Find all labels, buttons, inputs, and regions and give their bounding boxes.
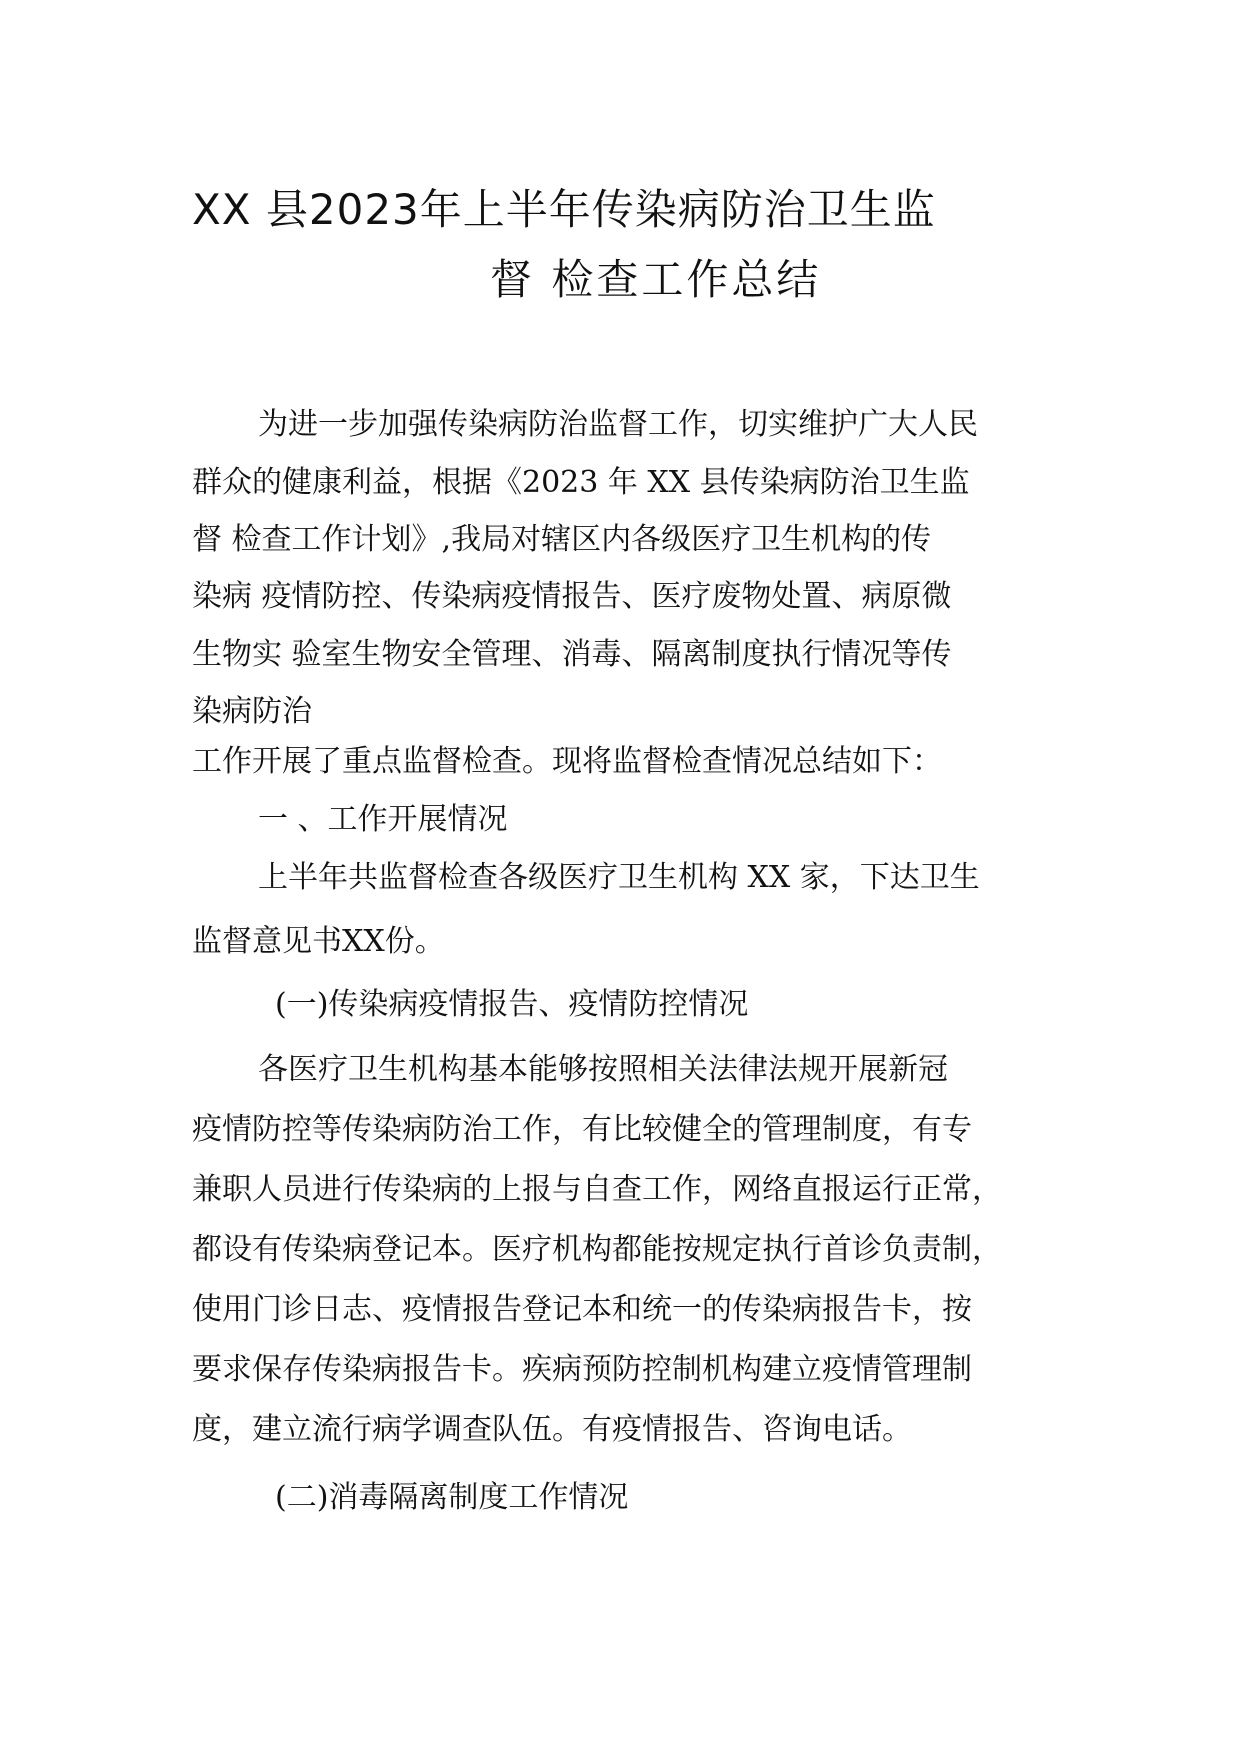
subsection-1-heading: (一)传染病疫情报告、疫情防控情况 [275, 987, 749, 1022]
intro-paragraph-line-6: 染病防治 [192, 694, 312, 729]
intro-paragraph-line-1: 为进一步加强传染病防治监督工作，切实维护广大人民 [258, 407, 978, 442]
subsection-1-line-1: 各医疗卫生机构基本能够按照相关法律法规开展新冠 [258, 1052, 948, 1087]
section-1-line-1: 上半年共监督检查各级医疗卫生机构 XX 家，下达卫生 [258, 860, 980, 895]
subsection-1-line-5: 使用门诊日志、疫情报告登记本和统一的传染病报告卡，按 [192, 1292, 972, 1327]
subsection-1-line-6: 要求保存传染病报告卡。疾病预防控制机构建立疫情管理制 [192, 1352, 972, 1387]
subsection-1-line-7: 度，建立流行病学调查队伍。有疫情报告、咨询电话。 [192, 1412, 912, 1447]
subsection-1-line-4: 都设有传染病登记本。医疗机构都能按规定执行首诊负责制， [192, 1232, 1002, 1267]
document-title-line-1: XX 县2023年上半年传染病防治卫生监 [192, 185, 936, 234]
subsection-2-heading: (二)消毒隔离制度工作情况 [275, 1480, 629, 1515]
intro-paragraph-line-2: 群众的健康利益，根据《2023 年 XX 县传染病防治卫生监 [192, 465, 970, 500]
subsection-1-line-3: 兼职人员进行传染病的上报与自查工作，网络直报运行正常， [192, 1172, 1002, 1207]
subsection-1-line-2: 疫情防控等传染病防治工作，有比较健全的管理制度，有专 [192, 1112, 972, 1147]
document-title-line-2: 督 检查工作总结 [490, 255, 822, 304]
intro-paragraph-line-5: 生物实 验室生物安全管理、消毒、隔离制度执行情况等传 [192, 637, 952, 672]
section-1-heading: 一 、工作开展情况 [258, 802, 508, 837]
section-1-line-2: 监督意见书XX份。 [192, 924, 445, 959]
intro-paragraph-line-7: 工作开展了重点监督检查。现将监督检查情况总结如下： [192, 744, 942, 779]
intro-paragraph-line-3: 督 检查工作计划》,我局对辖区内各级医疗卫生机构的传 [192, 522, 932, 557]
intro-paragraph-line-4: 染病 疫情防控、传染病疫情报告、医疗废物处置、病原微 [192, 579, 952, 614]
